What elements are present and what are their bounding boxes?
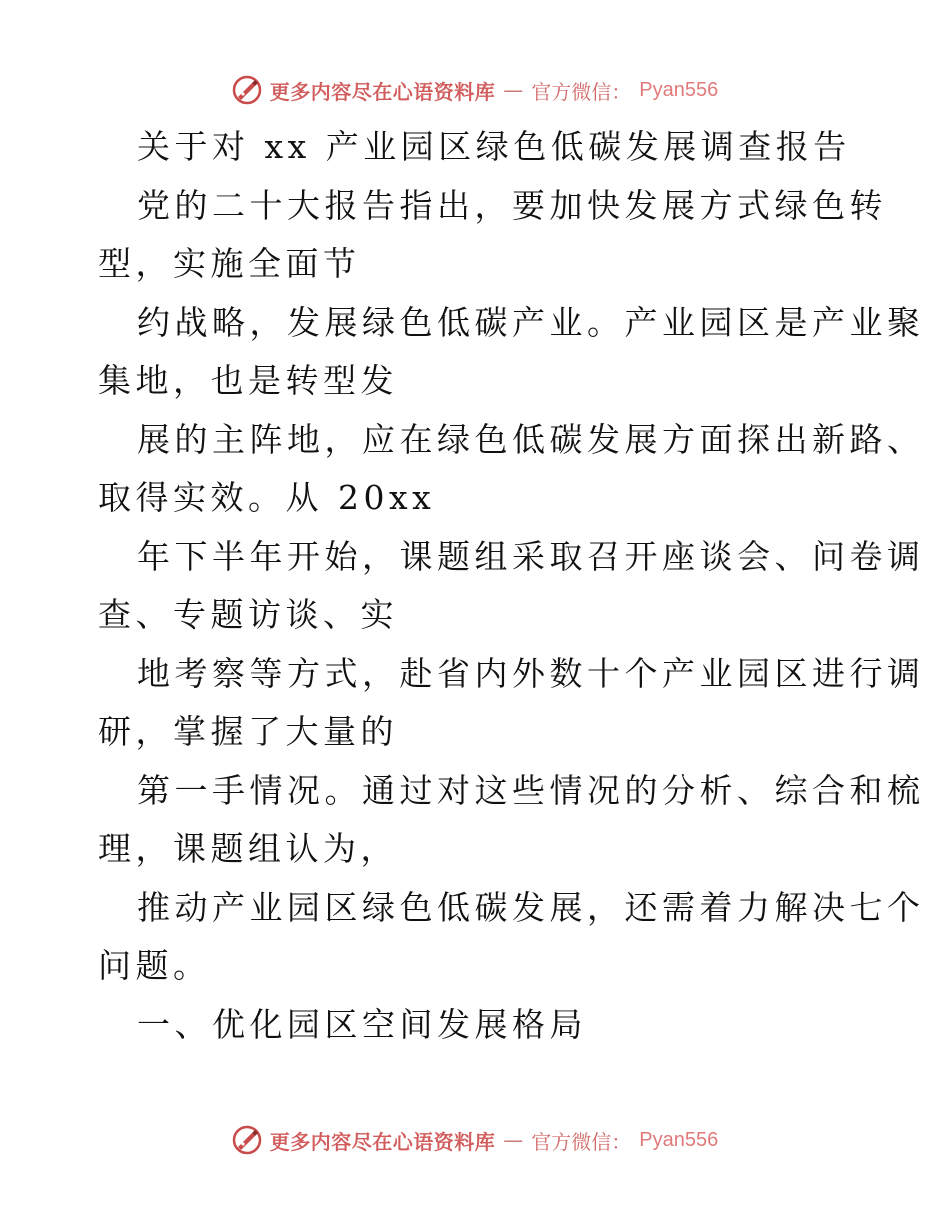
paragraph-line: 取得实效。从 20xx: [98, 478, 436, 517]
paragraph-line: 地考察等方式，赴省内外数十个产业园区进行调: [137, 653, 925, 693]
footer-banner: [0, 1120, 950, 1160]
paragraph-line: 约战略，发展绿色低碳产业。产业园区是产业聚: [137, 302, 925, 342]
banner-wechat-id: Pyan556: [639, 78, 719, 101]
banner-wechat-label: 官方微信：: [531, 1129, 632, 1154]
header-banner: [0, 70, 950, 110]
banner-dash: —: [503, 1128, 524, 1152]
section-heading: 一、优化园区空间发展格局: [137, 1004, 587, 1044]
banner-wechat-label: 官方微信：: [531, 79, 632, 104]
document-body: [98, 118, 925, 1054]
paragraph-line: 查、专题访谈、实: [98, 595, 398, 634]
paragraph-line: 年下半年开始，课题组采取召开座谈会、问卷调: [137, 536, 925, 576]
paragraph-line: 推动产业园区绿色低碳发展，还需着力解决七个: [137, 887, 925, 927]
paragraph-line: 理，课题组认为，: [98, 829, 398, 868]
paragraph-line: 研，掌握了大量的: [98, 712, 398, 751]
banner-wechat-id: Pyan556: [639, 1128, 719, 1151]
pen-logo-icon: [232, 75, 262, 105]
paragraph-line: 型，实施全面节: [98, 244, 361, 283]
header-banner-content: [232, 75, 718, 105]
paragraph-line: 问题。: [98, 946, 211, 985]
pen-logo-icon: [232, 1125, 262, 1155]
paragraph-line: 党的二十大报告指出，要加快发展方式绿色转: [137, 185, 887, 225]
paragraph-line: 展的主阵地，应在绿色低碳发展方面探出新路、: [137, 419, 925, 459]
banner-site-text: 更多内容尽在心语资料库: [269, 1129, 496, 1154]
banner-site-text: 更多内容尽在心语资料库: [269, 79, 496, 104]
paragraph-line: 集地，也是转型发: [98, 361, 398, 400]
footer-banner-content: [232, 1125, 718, 1155]
paragraph-line: 第一手情况。通过对这些情况的分析、综合和梳: [137, 770, 925, 810]
document-title: 关于对 xx 产业园区绿色低碳发展调查报告: [137, 127, 851, 166]
banner-dash: —: [503, 78, 524, 102]
